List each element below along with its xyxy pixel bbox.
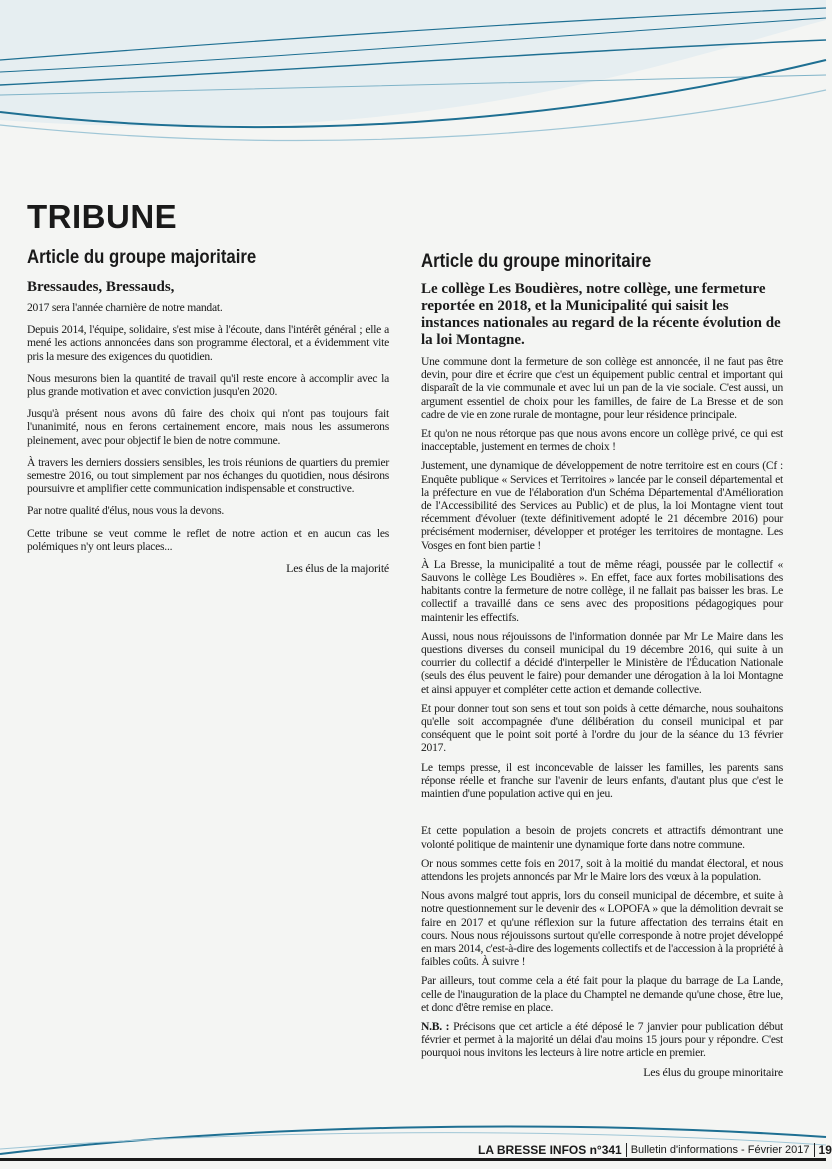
minority-paragraph: Par ailleurs, tout comme cela a été fait pour la plaque du barrage de La Lande, celle de l'inauguration de la place du Champtel ne demande qu'une chose, être lue, et donc d'être remise en place. — [421, 974, 783, 1014]
majority-subhead: Bressaudes, Bressauds, — [27, 279, 175, 295]
majority-paragraph: Par notre qualité d'élus, nous vous la devons. — [27, 504, 224, 518]
majority-paragraph: Nous mesurons bien la quantité de travail qu'il reste encore à accomplir avec la plus grande motivation et avec conviction jusqu'en 2020. — [27, 371, 389, 399]
page-title: TRIBUNE — [27, 198, 178, 235]
minority-heading: Article du groupe minoritaire — [421, 250, 652, 272]
minority-signature: Les élus du groupe minoritaire — [643, 1064, 783, 1079]
minority-paragraph: À La Bresse, la municipalité a tout de même réagi, poussée par le collectif « Sauvons le collège Les Boudières ». En effet, face aux fortes mobilisations des habitants contre la fermeture de notre collège, il ne fallait pas baisser les bras. Le collectif a travaillé dans ce sens avec des propositions pédagogiques pour maintenir les effectifs. — [421, 557, 783, 624]
minority-subhead: Le collège Les Boudières, notre collège, une fermeture reportée en 2018, et la Municipalité qui saisit les instances nationales au regard de la récente évolution de la loi Montagne. — [421, 281, 781, 348]
minority-paragraph: Et pour donner tout son sens et tout son poids à cette démarche, nous souhaitons qu'elle soit accompagnée d'une délibération du conseil municipal et par conséquent que le point soit porté à l'ordre du jour de la séance du 13 février 2017. — [421, 701, 783, 755]
majority-paragraph: Depuis 2014, l'équipe, solidaire, s'est mise à l'écoute, dans l'intérêt général ; elle a mené les actions annoncées dans son programme électoral, et a évidemment vite pris la mesure des exigences du quotidien. — [27, 323, 389, 363]
bottom-rule — [0, 1158, 826, 1161]
majority-paragraph: À travers les derniers dossiers sensibles, les trois réunions de quartiers du premier semestre 2016, ou tout simplement par nos échanges du quotidien, nous désirons poursuivre et amplifier cette communication indispensable et constructive. — [27, 455, 389, 496]
column-gap — [421, 806, 783, 824]
nb-label: N.B. : — [421, 1019, 450, 1033]
footer-separator — [814, 1143, 815, 1157]
majority-heading: Article du groupe majoritaire — [27, 246, 257, 268]
nb-text: Précisons que cet article a été déposé le 7 janvier pour publication début février et permet à la majorité un délai d'au moins 15 jours pour y répondre. C'est pourquoi nous invitons les lecteurs à lire notre article en premier. — [421, 1019, 783, 1060]
minority-paragraph: Justement, une dynamique de développement de notre territoire est en cours (Cf : Enquête publique « Services et Territoires » lancée par le conseil départemental et la préfecture en vue de l'élaboration d'un Schéma Départemental d'Amélioration de l'Accessibilité des Services au Public) et de plus, la loi Montagne vient tout récemment d'évoluer (texte définitivement adopté le 21 décembre 2016) pour précisément moderniser, développer et protéger les territoires de montagne. Les Vosges en font bien partie ! — [421, 459, 783, 552]
minority-paragraph: Et cette population a besoin de projets concrets et attractifs démontrant une volonté politique de maintenir une dynamique forte dans notre commune. — [421, 824, 783, 851]
minority-paragraph: Or nous sommes cette fois en 2017, soit à la moitié du mandat électoral, et nous attendons les projets annoncés par Mr le Maire lors des vœux à la population. — [421, 856, 783, 883]
minority-paragraph: Aussi, nous nous réjouissons de l'information donnée par Mr Le Maire dans les questions diverses du conseil municipal du 19 décembre 2016, qui suite à un courrier du collectif a décidé d'interpeller le Ministère de l'Éducation Nationale (seuls des élus peuvent le faire) pour demander une dérogation à la loi Montagne et ainsi appuyer et compléter cette action et demande collective. — [421, 629, 783, 696]
header-wave-decoration — [0, 0, 826, 170]
majority-article — [27, 246, 389, 584]
minority-nb — [421, 1020, 783, 1060]
minority-paragraph: Le temps presse, il est inconcevable de laisser les familles, les parents sans réponse réelle et franche sur l'avenir de leurs enfants, d'autant plus que c'est le maintien d'une population active qui en jeu. — [421, 760, 783, 801]
majority-paragraph: Jusqu'à présent nous avons dû faire des choix qui n'ont pas toujours fait l'unanimité, nous en ferons certainement encore, mais nous les assumerons pleinement, avec pour objectif le bien de notre commune. — [27, 407, 389, 447]
page-number: 19 — [818, 1143, 832, 1157]
majority-signature: Les élus de la majorité — [286, 561, 389, 576]
minority-paragraph: Nous avons malgré tout appris, lors du conseil municipal de décembre, et suite à notre questionnement sur le devenir des « LOPOFA » que la démolition devrait se faire en 2017 et qu'une réflexion sur la future affectation des terrains était en cours. Nous nous réjouissons surtout qu'elle corresponde à notre projet développé en mars 2014, c'est-à-dire des logements collectifs et de l'accession à la propriété à faibles coûts. À suivre ! — [421, 889, 783, 969]
page-footer — [478, 1140, 832, 1160]
footer-bulletin: Bulletin d'informations - Février 2017 — [630, 1144, 810, 1156]
minority-paragraph: Et qu'on ne nous rétorque pas que nous avons encore un collège privé, ce qui est inacceptable, justement en termes de choix ! — [421, 427, 783, 454]
footer-separator — [626, 1143, 627, 1157]
footer-magazine: LA BRESSE INFOS n°341 — [478, 1143, 622, 1157]
minority-paragraph: Une commune dont la fermeture de son collège est annoncée, il ne faut pas être devin, pour dire et écrire que c'est un équipement public central et important qui disparaît de la vie communale et avec lui un pan de la vie sociale. C'est aussi, un argument essentiel de choix pour les familles, de faire de La Bresse et de son cadre de vie en zone rurale de montagne, pour leur résidence principale. — [421, 355, 783, 421]
majority-paragraph: 2017 sera l'année charnière de notre mandat. — [27, 301, 223, 314]
majority-paragraph: Cette tribune se veut comme le reflet de notre action et en aucun cas les polémiques n'y ont leurs places... — [27, 526, 389, 553]
minority-article — [421, 250, 783, 1085]
